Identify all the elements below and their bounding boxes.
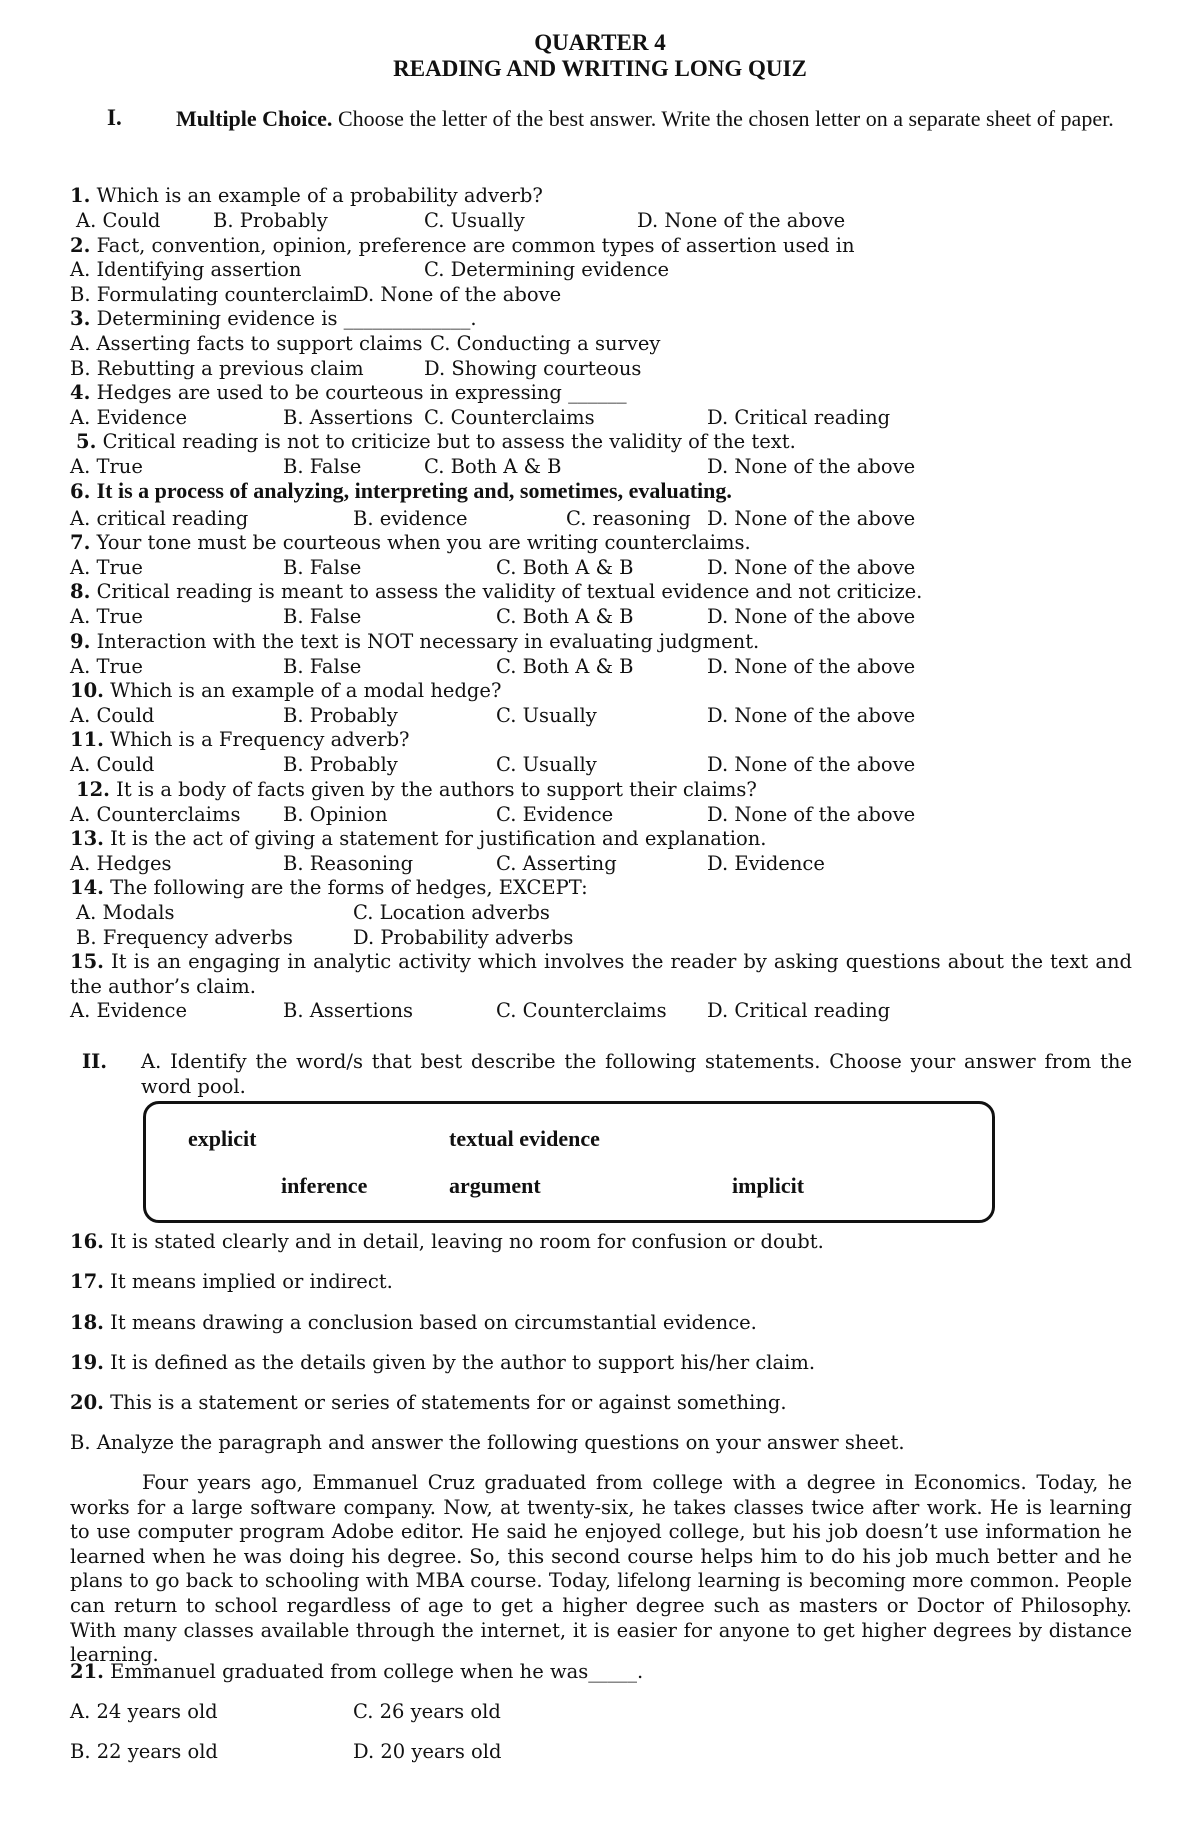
item-18 bbox=[70, 1311, 1135, 1336]
option: B. False bbox=[283, 655, 362, 678]
quiz-title: READING AND WRITING LONG QUIZ bbox=[393, 56, 807, 81]
question-text: Which is an example of a probability adverb? bbox=[96, 184, 543, 207]
question-11 bbox=[70, 728, 1135, 753]
question-number: 17. bbox=[70, 1270, 104, 1293]
part1-numeral: I. bbox=[107, 105, 122, 130]
question-number: 16. bbox=[70, 1230, 104, 1253]
question-text: It means drawing a conclusion based on circumstantial evidence. bbox=[110, 1311, 757, 1334]
question-text: This is a statement or series of statements for or against something. bbox=[110, 1391, 787, 1414]
option: A. True bbox=[70, 655, 143, 678]
option: C. 26 years old bbox=[353, 1700, 501, 1723]
question-1 bbox=[70, 184, 1135, 209]
option: A. Hedges bbox=[70, 852, 172, 875]
option: B. False bbox=[283, 556, 362, 579]
option: D. None of the above bbox=[707, 803, 916, 826]
question-number: 1. bbox=[70, 184, 91, 207]
option: A. critical reading bbox=[70, 507, 249, 530]
question-number: 13. bbox=[70, 827, 104, 850]
option: A. Evidence bbox=[70, 999, 188, 1022]
option: B. Reasoning bbox=[283, 852, 414, 875]
item-16 bbox=[70, 1230, 1135, 1255]
question-5 bbox=[76, 430, 1141, 455]
question-number: 8. bbox=[70, 580, 91, 603]
option: B. Rebutting a previous claim bbox=[70, 357, 364, 380]
question-text: Critical reading is not to criticize but to assess the validity of the text. bbox=[102, 430, 796, 453]
question-text: It is a process of analyzing, interpreting and, sometimes, evaluating. bbox=[96, 478, 732, 503]
option: B. Assertions bbox=[283, 999, 414, 1022]
option: C. Usually bbox=[424, 209, 525, 232]
question-9 bbox=[70, 630, 1135, 655]
option: B. Probably bbox=[283, 704, 398, 727]
part1-instruction bbox=[176, 105, 1131, 133]
question-number: 2. bbox=[70, 234, 91, 257]
option: A. Asserting facts to support claims bbox=[70, 332, 423, 355]
option: A. Identifying assertion bbox=[70, 258, 302, 281]
question-text: Which is a Frequency adverb? bbox=[110, 728, 410, 751]
word-pool-item: explicit bbox=[188, 1126, 257, 1151]
part2-instruction-b: B. Analyze the paragraph and answer the following questions on your answer sheet. bbox=[70, 1431, 905, 1454]
question-number: 12. bbox=[76, 778, 110, 801]
option: D. None of the above bbox=[707, 753, 916, 776]
option: D. Critical reading bbox=[707, 999, 891, 1022]
option: D. 20 years old bbox=[353, 1740, 502, 1763]
option: C. Evidence bbox=[496, 803, 614, 826]
question-text: It is a body of facts given by the authors to support their claims? bbox=[116, 778, 757, 801]
word-pool-item: inference bbox=[281, 1173, 368, 1198]
option: A. True bbox=[70, 605, 143, 628]
question-number: 4. bbox=[70, 381, 91, 404]
question-13 bbox=[70, 827, 1135, 852]
question-number: 10. bbox=[70, 679, 104, 702]
item-19 bbox=[70, 1351, 1135, 1376]
question-text: Your tone must be courteous when you are writing counterclaims. bbox=[96, 531, 751, 554]
quarter-heading: QUARTER 4 bbox=[534, 30, 666, 55]
option: B. False bbox=[283, 605, 362, 628]
question-text: It is an engaging in analytic activity which involves the reader by asking questions about the text and the author’s claim. bbox=[70, 950, 1132, 998]
question-14 bbox=[70, 876, 1135, 901]
word-pool-item: argument bbox=[449, 1173, 541, 1198]
option: B. Frequency adverbs bbox=[76, 926, 293, 949]
question-text: It is stated clearly and in detail, leaving no room for confusion or doubt. bbox=[110, 1230, 824, 1253]
word-pool-item: implicit bbox=[732, 1173, 805, 1198]
option: A. Could bbox=[70, 704, 155, 727]
question-text: Which is an example of a modal hedge? bbox=[110, 679, 502, 702]
option: C. Asserting bbox=[496, 852, 617, 875]
option: D. None of the above bbox=[707, 455, 916, 478]
question-text: Critical reading is meant to assess the validity of textual evidence and not criticize. bbox=[96, 580, 923, 603]
question-15 bbox=[70, 950, 1132, 999]
option: C. Counterclaims bbox=[496, 999, 667, 1022]
question-text: Hedges are used to be courteous in expressing ______ bbox=[96, 381, 627, 404]
option: A. Could bbox=[76, 209, 161, 232]
option: C. Usually bbox=[496, 704, 597, 727]
option: B. False bbox=[283, 455, 362, 478]
option: A. 24 years old bbox=[70, 1700, 218, 1723]
question-8 bbox=[70, 580, 1135, 605]
option: A. Modals bbox=[76, 901, 175, 924]
part2-instruction-a: A. Identify the word/s that best describe the following statements. Choose your answer from the word pool. bbox=[141, 1050, 1132, 1098]
question-number: 3. bbox=[70, 307, 91, 330]
option: D. None of the above bbox=[637, 209, 846, 232]
question-10 bbox=[70, 679, 1135, 704]
question-number: 6. bbox=[70, 480, 91, 503]
option: B. Assertions bbox=[283, 406, 414, 429]
question-text: Determining evidence is _____________. bbox=[96, 307, 477, 330]
question-7 bbox=[70, 531, 1135, 556]
option: D. Critical reading bbox=[707, 406, 891, 429]
option: C. Usually bbox=[496, 753, 597, 776]
part1-heading: Multiple Choice. bbox=[176, 106, 333, 131]
question-number: 7. bbox=[70, 531, 91, 554]
question-text: It means implied or indirect. bbox=[110, 1270, 393, 1293]
question-6 bbox=[70, 479, 1135, 505]
question-text: Fact, convention, opinion, preference are common types of assertion used in bbox=[96, 234, 855, 257]
option: D. Showing courteous bbox=[424, 357, 642, 380]
option: D. None of the above bbox=[707, 556, 916, 579]
option: C. Both A & B bbox=[496, 605, 634, 628]
option: C. Both A & B bbox=[496, 556, 634, 579]
question-number: 21. bbox=[70, 1660, 104, 1683]
word-pool-box bbox=[143, 1101, 995, 1223]
option: D. None of the above bbox=[707, 655, 916, 678]
option: B. Probably bbox=[283, 753, 398, 776]
option: B. 22 years old bbox=[70, 1740, 218, 1763]
question-21 bbox=[70, 1660, 1135, 1685]
option: C. Both A & B bbox=[424, 455, 562, 478]
item-17 bbox=[70, 1270, 1135, 1295]
option: A. True bbox=[70, 455, 143, 478]
question-number: 9. bbox=[70, 630, 91, 653]
part2-numeral: II. bbox=[82, 1050, 108, 1073]
option: B. Opinion bbox=[283, 803, 388, 826]
option: D. Evidence bbox=[707, 852, 825, 875]
part1-instruction-text: Choose the letter of the best answer. Write the chosen letter on a separate sheet of paper. bbox=[337, 106, 1114, 131]
option: A. Evidence bbox=[70, 406, 188, 429]
option: D. Probability adverbs bbox=[353, 926, 574, 949]
option: C. Determining evidence bbox=[424, 258, 670, 281]
option: B. Probably bbox=[213, 209, 328, 232]
option: D. None of the above bbox=[353, 283, 562, 306]
option: D. None of the above bbox=[707, 605, 916, 628]
question-2 bbox=[70, 234, 1135, 259]
option: B. Formulating counterclaim bbox=[70, 283, 355, 306]
question-text: It is the act of giving a statement for justification and explanation. bbox=[110, 827, 767, 850]
option: D. None of the above bbox=[707, 704, 916, 727]
option: C. Conducting a survey bbox=[430, 332, 661, 355]
option: A. Counterclaims bbox=[70, 803, 241, 826]
word-pool-item: textual evidence bbox=[449, 1126, 600, 1151]
reading-paragraph: Four years ago, Emmanuel Cruz graduated from college with a degree in Economics. Today, he works for a large software company. Now, at twenty-six, he takes classes twice after work. He is learning to use computer program Adobe editor. He said he enjoyed college, but his job doesn’t use information he learned when he was doing his degree. So, this second course helps him to do his job much better and he plans to go back to schooling with MBA course. Today, lifelong learning is becoming more common. People can return to school regardless of age to get a higher degree such as masters or Doctor of Philosophy. With many classes available through the internet, it is easier for anyone to get higher degrees by distance learning. bbox=[70, 1471, 1132, 1667]
question-number: 18. bbox=[70, 1311, 104, 1334]
option: C. reasoning bbox=[566, 507, 691, 530]
question-12 bbox=[76, 778, 1141, 803]
question-number: 11. bbox=[70, 728, 104, 751]
question-number: 15. bbox=[70, 950, 104, 973]
question-text: It is defined as the details given by the author to support his/her claim. bbox=[110, 1351, 816, 1374]
option: A. Could bbox=[70, 753, 155, 776]
question-number: 5. bbox=[76, 430, 97, 453]
option: C. Counterclaims bbox=[424, 406, 595, 429]
question-number: 19. bbox=[70, 1351, 104, 1374]
question-text: The following are the forms of hedges, EXCEPT: bbox=[110, 876, 588, 899]
option: C. Both A & B bbox=[496, 655, 634, 678]
question-number: 14. bbox=[70, 876, 104, 899]
question-4 bbox=[70, 381, 1135, 406]
question-text: Interaction with the text is NOT necessary in evaluating judgment. bbox=[96, 630, 760, 653]
option: D. None of the above bbox=[707, 507, 916, 530]
option: A. True bbox=[70, 556, 143, 579]
item-20 bbox=[70, 1391, 1135, 1416]
question-3 bbox=[70, 307, 1135, 332]
question-number: 20. bbox=[70, 1391, 104, 1414]
option: C. Location adverbs bbox=[353, 901, 550, 924]
question-text: Emmanuel graduated from college when he was_____. bbox=[110, 1660, 644, 1683]
option: B. evidence bbox=[353, 507, 468, 530]
